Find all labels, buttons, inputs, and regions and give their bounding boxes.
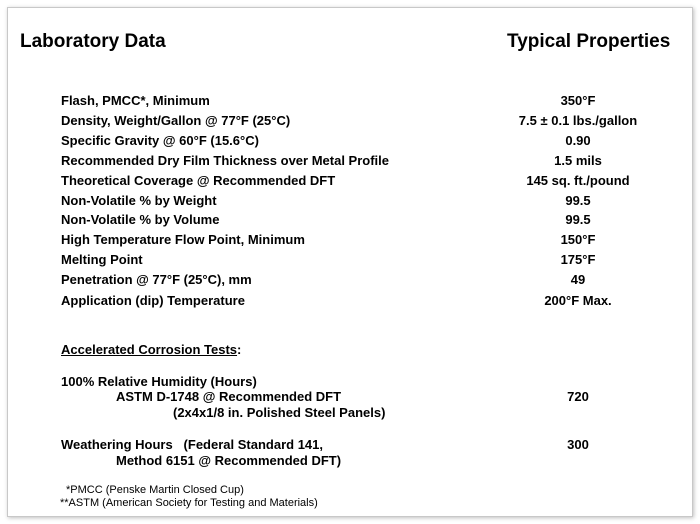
property-value: 1.5 mils (554, 153, 602, 168)
property-label: Non-Volatile % by Weight (61, 193, 217, 208)
humidity-test-line-1: 100% Relative Humidity (Hours) (61, 374, 257, 389)
humidity-test-line-2: ASTM D-1748 @ Recommended DFT (116, 389, 342, 404)
property-label: Recommended Dry Film Thickness over Metal Profile (61, 153, 389, 168)
property-row (0, 113, 700, 131)
property-value: 49 (570, 272, 586, 287)
property-row (0, 153, 700, 171)
property-row (0, 193, 700, 211)
property-label: Specific Gravity @ 60°F (15.6°C) (61, 133, 259, 148)
footnote-astm: **ASTM (American Society for Testing and Materials) (60, 497, 318, 509)
property-value: 99.5 (565, 193, 591, 208)
property-row (0, 173, 700, 191)
property-label: Application (dip) Temperature (61, 293, 245, 308)
footnote-pmcc: *PMCC (Penske Martin Closed Cup) (66, 484, 244, 496)
weathering-test-value: 300 (567, 437, 589, 452)
property-value: 0.90 (565, 133, 591, 148)
property-label: Melting Point (61, 252, 143, 267)
property-value: 99.5 (565, 212, 591, 227)
property-value: 7.5 ± 0.1 lbs./gallon (518, 113, 638, 128)
property-row (0, 93, 700, 111)
property-value: 150°F (560, 232, 596, 247)
property-value: 200°F Max. (544, 293, 612, 308)
property-label: Penetration @ 77°F (25°C), mm (61, 272, 252, 287)
humidity-test-value: 720 (567, 389, 589, 404)
corrosion-tests-heading-text: Accelerated Corrosion Tests (61, 342, 238, 357)
property-label: Non-Volatile % by Volume (61, 212, 220, 227)
property-row (0, 133, 700, 151)
property-label: Theoretical Coverage @ Recommended DFT (61, 173, 336, 188)
property-row (0, 272, 700, 290)
property-row (0, 212, 700, 230)
property-row (0, 252, 700, 270)
typical-properties-heading: Typical Properties (507, 31, 671, 52)
property-row (0, 293, 700, 311)
weathering-test-line-2: Method 6151 @ Recommended DFT) (116, 453, 342, 468)
property-row (0, 232, 700, 250)
weathering-test-line-1: Weathering Hours (Federal Standard 141, (61, 437, 323, 452)
humidity-test-line-3: (2x4x1/8 in. Polished Steel Panels) (173, 405, 386, 420)
property-value: 145 sq. ft./pound (526, 173, 630, 188)
laboratory-data-heading: Laboratory Data (20, 31, 166, 52)
property-value: 175°F (560, 252, 596, 267)
property-label: Flash, PMCC*, Minimum (61, 93, 210, 108)
property-label: High Temperature Flow Point, Minimum (61, 232, 305, 247)
corrosion-tests-heading (61, 342, 241, 357)
property-label: Density, Weight/Gallon @ 77°F (25°C) (61, 113, 291, 128)
corrosion-tests-heading-colon: : (237, 342, 242, 357)
property-value: 350°F (560, 93, 596, 108)
